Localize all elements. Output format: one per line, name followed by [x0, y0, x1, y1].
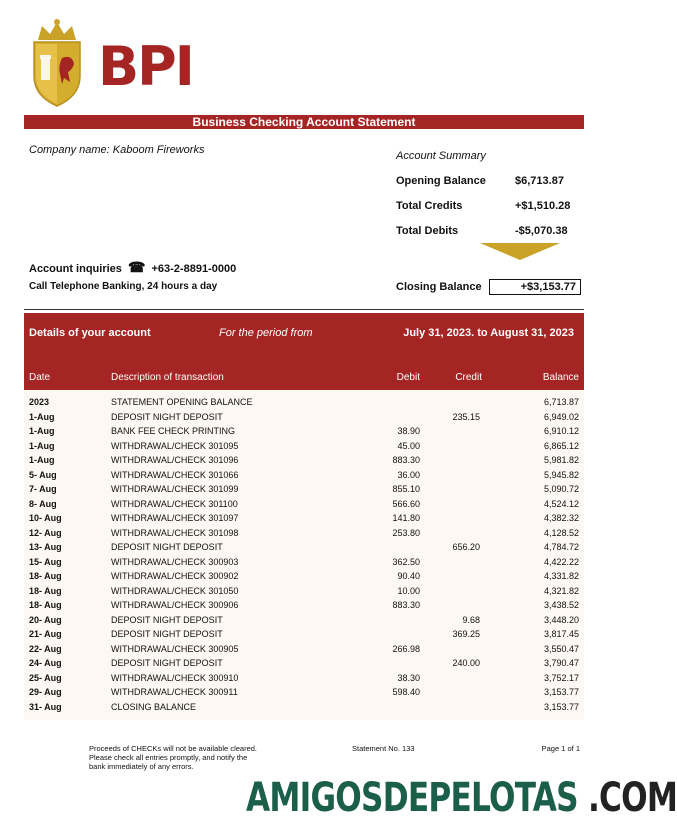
account-inquiries [29, 259, 236, 276]
table-row: 18- Aug WITHDRAWAL/CHECK 301050 10.00 4,321.82 [29, 585, 579, 596]
table-row: 1-Aug DEPOSIT NIGHT DEPOSIT 235.15 6,949.02 [29, 411, 579, 422]
statement-number: Statement No. 133 [352, 744, 415, 753]
table-row: 29- Aug WITHDRAWAL/CHECK 300911 598.40 3,153.77 [29, 687, 579, 697]
inquiries-label: Account inquiries [29, 263, 122, 275]
closing-balance-value: +$3,153.77 [489, 279, 581, 295]
col-header-debit: Debit [396, 372, 420, 383]
table-row: 24- Aug DEPOSIT NIGHT DEPOSIT 240.00 3,790.47 [29, 658, 579, 668]
opening-balance-label: Opening Balance [396, 175, 486, 187]
total-credits-label: Total Credits [396, 200, 463, 212]
table-row: 1-Aug WITHDRAWAL/CHECK 301095 45.00 6,865.12 [29, 440, 579, 451]
table-row: 7- Aug WITHDRAWAL/CHECK 301099 855.10 5,090.72 [29, 484, 579, 494]
details-title: Details of your account [29, 327, 151, 339]
inquiries-phone: +63-2-8891-0000 [151, 263, 237, 275]
arrow-down-icon [480, 243, 560, 261]
bpi-logo [28, 18, 203, 108]
col-header-balance: Balance [542, 372, 579, 383]
total-debits-label: Total Debits [396, 225, 459, 237]
details-panel [24, 313, 584, 390]
statement-title: Business Checking Account Statement [24, 115, 584, 129]
table-row: 10- Aug WITHDRAWAL/CHECK 301097 141.80 4,382.32 [29, 513, 579, 523]
opening-balance-value: $6,713.87 [515, 175, 564, 187]
watermark-suffix: .COM [587, 775, 677, 821]
table-row: 18- Aug WITHDRAWAL/CHECK 300902 90.40 4,331.82 [29, 571, 579, 581]
table-row: 15- Aug WITHDRAWAL/CHECK 300903 362.50 4,422.22 [29, 556, 579, 567]
table-row: 20- Aug DEPOSIT NIGHT DEPOSIT 9.68 3,448.20 [29, 614, 579, 625]
table-row: 13- Aug DEPOSIT NIGHT DEPOSIT 656.20 4,784.72 [29, 542, 579, 552]
table-row: 1-Aug WITHDRAWAL/CHECK 301096 883.30 5,981.82 [29, 455, 579, 465]
table-row: 25- Aug WITHDRAWAL/CHECK 300910 38.30 3,752.17 [29, 672, 579, 683]
transactions-table [24, 390, 584, 720]
brand-wordmark: BPI [98, 35, 193, 98]
telephone-banking: Call Telephone Banking, 24 hours a day [29, 281, 218, 292]
table-row: 1-Aug BANK FEE CHECK PRINTING 38.90 6,910.12 [29, 426, 579, 436]
watermark-text: AMIGOSDEPELOTAS [246, 775, 578, 821]
table-row: 2023 STATEMENT OPENING BALANCE 6,713.87 [29, 397, 579, 407]
table-row: 18- Aug WITHDRAWAL/CHECK 300906 883.30 3,438.52 [29, 600, 579, 610]
table-row: 21- Aug DEPOSIT NIGHT DEPOSIT 369.25 3,817.45 [29, 629, 579, 639]
col-header-description: Description of transaction [111, 372, 224, 383]
page-number: Page 1 of 1 [541, 744, 580, 753]
table-row: 22- Aug WITHDRAWAL/CHECK 300905 266.98 3,550.47 [29, 643, 579, 654]
watermark [246, 775, 677, 821]
col-header-credit: Credit [455, 372, 482, 383]
total-credits-value: +$1,510.28 [515, 200, 571, 212]
period-label: For the period from [219, 327, 313, 339]
company-name: Company name: Kaboom Fireworks [29, 144, 205, 156]
summary-heading: Account Summary [396, 150, 486, 162]
footer-note: Proceeds of CHECKs will not be available cleared. Please check all entries promptly, and notify the bank immediately of any errors. [89, 744, 257, 771]
col-header-date: Date [29, 372, 51, 383]
divider [24, 309, 584, 310]
table-row: 31- Aug CLOSING BALANCE 3,153.77 [29, 701, 579, 712]
period-value: July 31, 2023. to August 31, 2023 [403, 327, 574, 339]
telephone-icon: ☎ [127, 259, 146, 275]
table-row: 8- Aug WITHDRAWAL/CHECK 301100 566.60 4,524.12 [29, 498, 579, 509]
total-debits-value: -$5,070.38 [515, 225, 568, 237]
table-row: 12- Aug WITHDRAWAL/CHECK 301098 253.80 4,128.52 [29, 527, 579, 538]
closing-balance-label: Closing Balance [396, 281, 482, 293]
table-row: 5- Aug WITHDRAWAL/CHECK 301066 36.00 5,945.82 [29, 469, 579, 480]
